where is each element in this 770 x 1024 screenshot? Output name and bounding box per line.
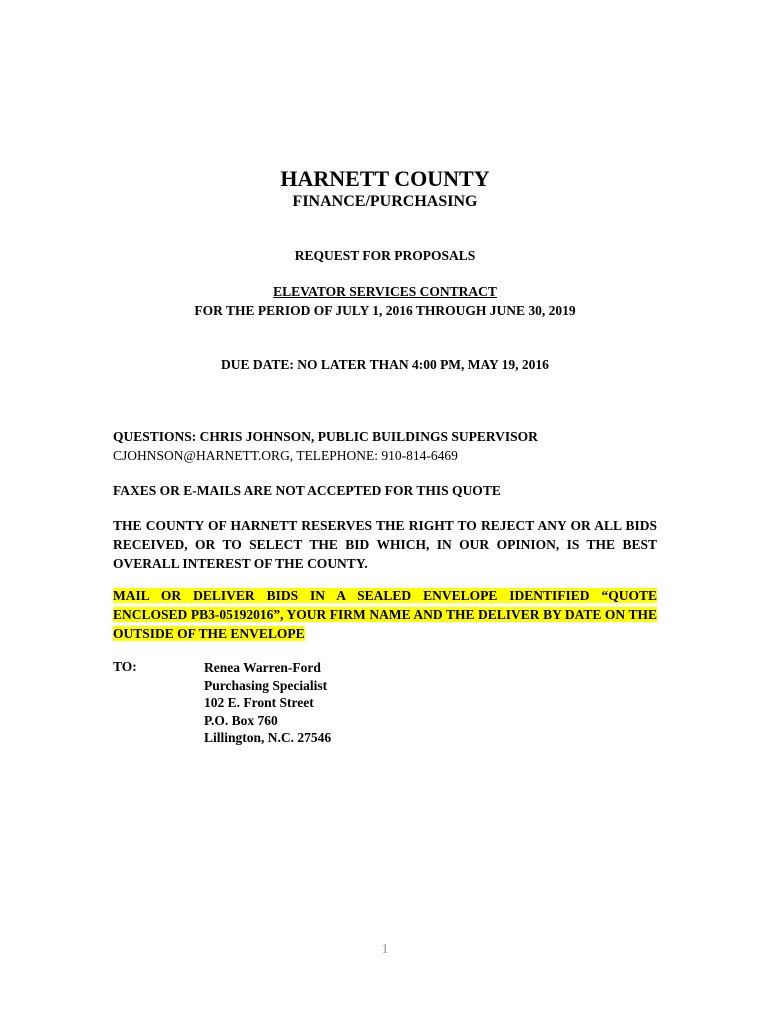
due-date: DUE DATE: NO LATER THAN 4:00 PM, MAY 19, 2016	[221, 357, 549, 372]
to-label: TO:	[113, 659, 137, 674]
recipient-street: 102 E. Front Street	[204, 695, 314, 710]
mail-instructions-highlight: MAIL OR DELIVER BIDS IN A SEALED ENVELOPE IDENTIFIED “QUOTE ENCLOSED PB3-05192016”, YOUR FIRM NAME AND THE DELIVER BY DATE ON THE OUTSIDE OF THE ENVELOPE	[113, 588, 657, 641]
recipient-address	[204, 659, 331, 747]
contract-title	[0, 284, 770, 300]
questions-contact	[113, 427, 657, 465]
faxes-notice: FAXES OR E-MAILS ARE NOT ACCEPTED FOR THIS QUOTE	[113, 483, 501, 498]
questions-contact-info: CJOHNSON@HARNETT.ORG, TELEPHONE: 910-814-6469	[113, 448, 458, 463]
reservation-notice: THE COUNTY OF HARNETT RESERVES THE RIGHT TO REJECT ANY OR ALL BIDS RECEIVED, OR TO SELECT THE BID WHICH, IN OUR OPINION, IS THE BEST OVERALL INTEREST OF THE COUNTY.	[113, 518, 657, 571]
department-title: FINANCE/PURCHASING	[292, 193, 478, 210]
recipient-name: Renea Warren-Ford	[204, 660, 321, 675]
mail-instructions	[113, 586, 657, 643]
recipient-city: Lillington, N.C. 27546	[204, 730, 332, 745]
contract-period: FOR THE PERIOD OF JULY 1, 2016 THROUGH JUNE 30, 2019	[194, 303, 576, 318]
page-number: 1	[381, 942, 389, 957]
recipient-po-box: P.O. Box 760	[204, 712, 278, 728]
document-type: REQUEST FOR PROPOSALS	[294, 248, 476, 263]
county-title: HARNETT COUNTY	[280, 166, 490, 191]
contract-title-text: ELEVATOR SERVICES CONTRACT	[273, 284, 497, 299]
recipient-title: Purchasing Specialist	[204, 677, 328, 693]
questions-contact-name: QUESTIONS: CHRIS JOHNSON, PUBLIC BUILDINGS SUPERVISOR	[113, 429, 538, 444]
